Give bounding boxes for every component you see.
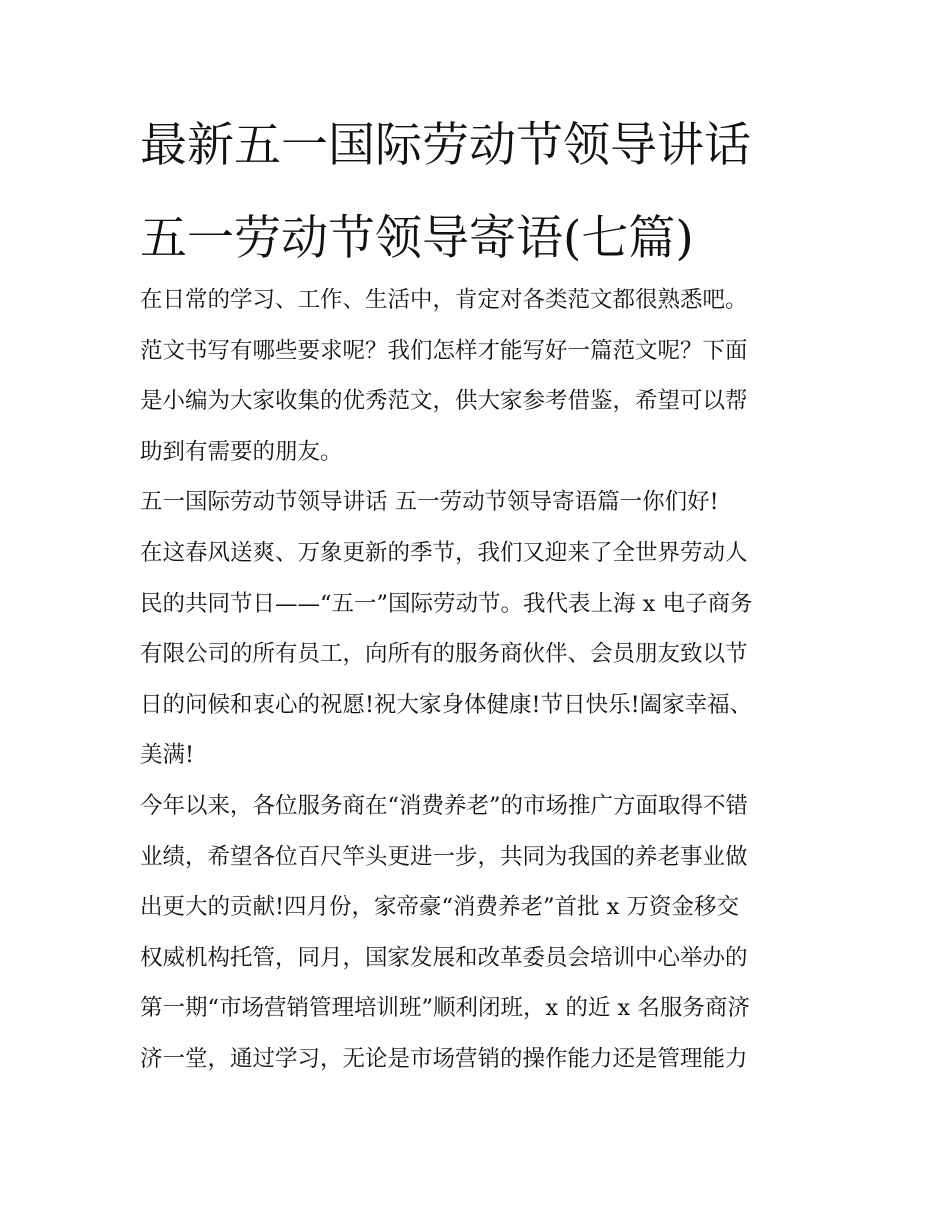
body-line: 在日常的学习、工作、生活中，肯定对各类范文都很熟悉吧。 xyxy=(140,287,748,313)
title-line: 最新五一国际劳动节领导讲话 xyxy=(140,118,751,173)
body-line: 美满! xyxy=(140,742,195,769)
body-line: 出更大的贡献!四月份，家帝豪“消费养老”首批 x 万资金移交 xyxy=(140,894,740,921)
body-line: 是小编为大家收集的优秀范文，供大家参考借鉴，希望可以帮 xyxy=(140,388,748,415)
title-line: 五一劳动节领导寄语(七篇) xyxy=(140,211,694,266)
document-body xyxy=(140,282,830,1092)
document-title xyxy=(140,116,830,269)
body-line: 有限公司的所有员工，向所有的服务商伙伴、会员朋友致以节 xyxy=(140,641,748,668)
body-line: 今年以来，各位服务商在“消费养老”的市场推广方面取得不错 xyxy=(140,792,749,819)
body-line: 助到有需要的朋友。 xyxy=(140,438,343,465)
body-line: 日的问候和衷心的祝愿!祝大家身体健康!节日快乐!阖家幸福、 xyxy=(140,691,753,718)
body-line: 第一期“市场营销管理培训班”顺利闭班，x 的近 x 名服务商济 xyxy=(140,995,750,1022)
section-heading-line: 五一国际劳动节领导讲话 五一劳动节领导寄语篇一你们好! xyxy=(140,489,719,516)
body-line: 权威机构托管，同月，国家发展和改革委员会培训中心举办的 xyxy=(140,944,748,971)
body-line: 在这春风送爽、万象更新的季节，我们又迎来了全世界劳动人 xyxy=(140,539,748,566)
body-line: 济一堂，通过学习，无论是市场营销的操作能力还是管理能力 xyxy=(140,1045,748,1072)
body-line: 范文书写有哪些要求呢？我们怎样才能写好一篇范文呢？下面 xyxy=(140,337,748,364)
body-line: 业绩，希望各位百尺竿头更进一步，共同为我国的养老事业做 xyxy=(140,843,748,870)
body-line: 民的共同节日——“五一”国际劳动节。我代表上海 x 电子商务 xyxy=(140,590,753,617)
